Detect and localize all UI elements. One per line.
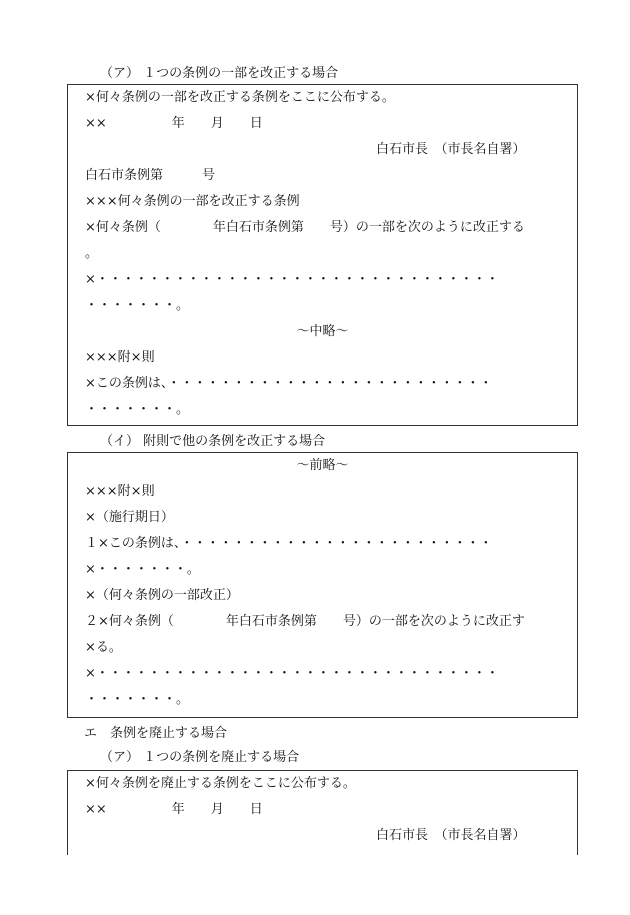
body-dots-line: ×・・・・・・・・・・・・・・・・・・・・・・・・・・・・・・・ xyxy=(85,666,499,681)
ordinance-number-line: 白石市条例第 号 xyxy=(85,168,216,183)
body-dots-line: ×・・・・・・・・・・・・・・・・・・・・・・・・・・・・・・・ xyxy=(85,272,499,287)
omitted-preceding-marker: ～前略～ xyxy=(296,458,349,473)
ordinance-title-line: ×××何々条例の一部を改正する条例 xyxy=(85,194,300,209)
body-dots-continuation: ・・・・・・・。 xyxy=(85,692,190,707)
section-c-box xyxy=(67,770,578,855)
promulgation-line: ×何々条例を廃止する条例をここに公布する。 xyxy=(85,776,356,791)
paragraph-1-line: １×この条例は、・・・・・・・・・・・・・・・・・・・・・・・・ xyxy=(85,536,493,551)
section-b-heading: （イ） 附則で他の条例を改正する場合 xyxy=(100,434,326,449)
amendment-clause-continuation: 。 xyxy=(85,246,99,261)
partial-amendment-caption: ×（何々条例の一部改正） xyxy=(85,588,239,603)
section-a-box xyxy=(67,84,578,426)
body-dots-continuation: ・・・・・・・。 xyxy=(85,298,190,313)
paragraph-1-continuation: ×・・・・・・・。 xyxy=(85,562,200,577)
paragraph-2-line: ２×何々条例（ 年白石市条例第 号）の一部を次のように改正す xyxy=(85,614,525,629)
date-line: ×× 年 月 日 xyxy=(85,802,263,817)
section-a-heading: （ア） １つの条例の一部を改正する場合 xyxy=(100,66,339,81)
omitted-middle-marker: ～中略～ xyxy=(296,324,349,339)
mayor-signature-line: 白石市長 （市長名自署） xyxy=(376,828,526,843)
effective-clause-continuation: ・・・・・・・。 xyxy=(85,402,190,417)
supplementary-provisions-title: ×××附×則 xyxy=(85,350,155,365)
supplementary-provisions-title: ×××附×則 xyxy=(85,484,155,499)
paragraph-2-continuation: ×る。 xyxy=(85,640,122,655)
section-b-box xyxy=(67,452,578,718)
section-c-heading: エ 条例を廃止する場合 xyxy=(84,726,228,741)
mayor-signature-line: 白石市長 （市長名自署） xyxy=(376,142,526,157)
effective-clause-line: ×この条例は、・・・・・・・・・・・・・・・・・・・・・・・・・ xyxy=(85,376,493,391)
amendment-clause-line: ×何々条例（ 年白石市条例第 号）の一部を次のように改正する xyxy=(85,220,525,235)
date-line: ×× 年 月 日 xyxy=(85,116,263,131)
promulgation-line: ×何々条例の一部を改正する条例をここに公布する。 xyxy=(85,90,395,105)
section-c-subheading: （ア） １つの条例を廃止する場合 xyxy=(100,750,300,765)
effective-date-caption: ×（施行期日） xyxy=(85,510,174,525)
